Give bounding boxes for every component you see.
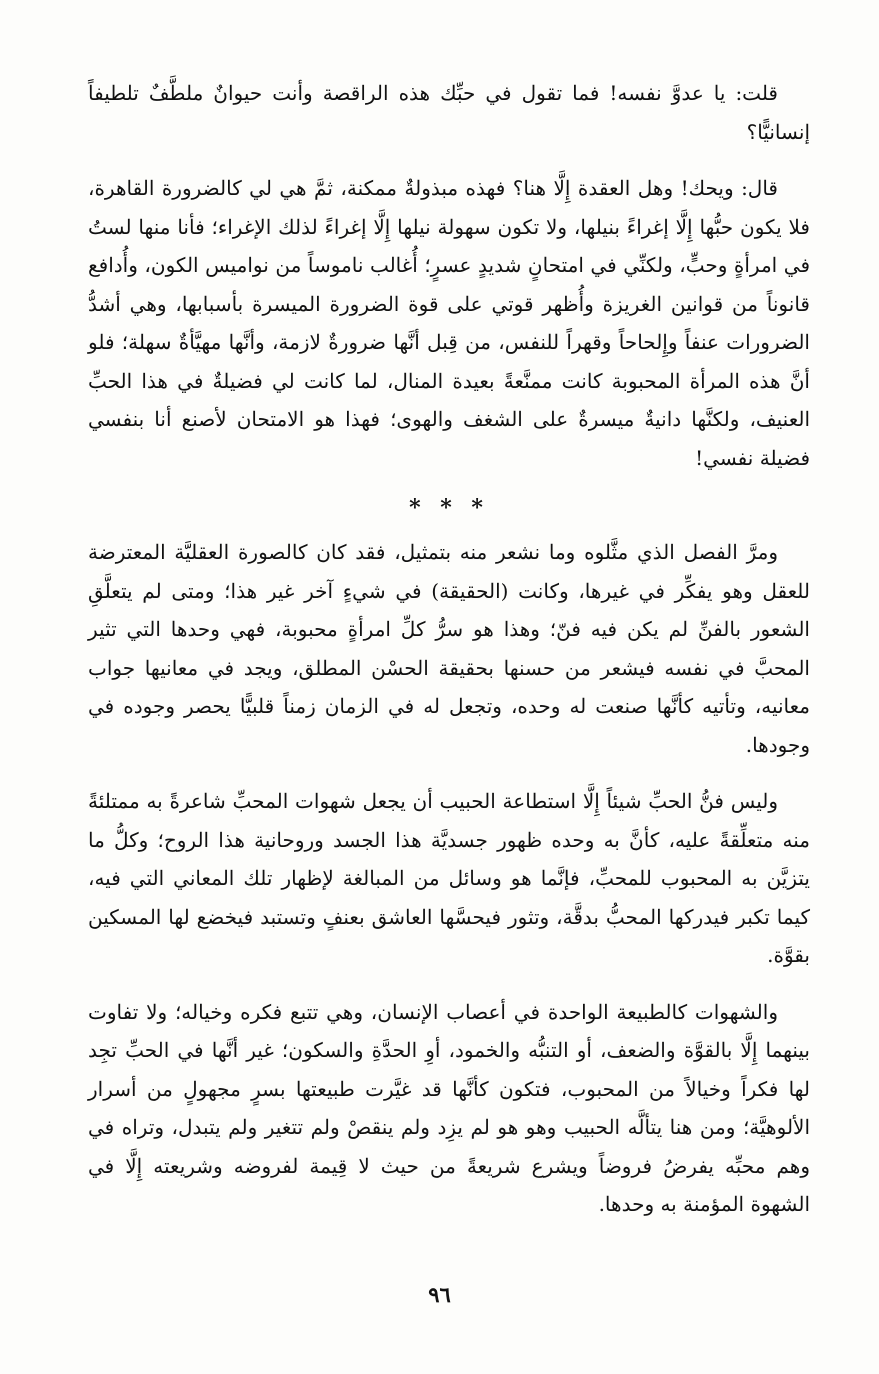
paragraph-5: والشهوات كالطبيعة الواحدة في أعصاب الإنسان، وهي تتبع فكره وخياله؛ ولا تفاوت بينهما إِلَّا بالقوَّة والضعف، أو التنبُّه والخمود، أوِ الحدَّةِ والسكون؛ غير أنَّها في الحبِّ تجِد لها فكراً وخيالاً من المحبوب، فتكون كأنَّها قد غيَّرت طبيعتها بسرٍ مجهولٍ من أسرار الألوهيَّة؛ ومن هنا يتألَّه الحبيب وهو هو لم يزِد ولم ينقصْ ولم تتغير ولم يتبدل، وتراه في وهم محبِّه يفرضُ فروضاً ويشرع شريعةً من حيث لا قِيمة لفروضه وشريعته إِلَّا في الشهوة المؤمنة به وحدها.	[88, 999, 810, 1216]
paragraph-4: وليس فنُّ الحبِّ شيئاً إِلَّا استطاعة الحبيب أن يجعل شهوات المحبِّ شاعرةً به ممتلئةً منه متعلِّقةً عليه، كأنَّ به وحده ظهور جسديَّة هذا الجسد وروحانية هذا الروح؛ وكلُّ ما يتزيَّن به المحبوب للمحبِّ، فإنَّما هو وسائل من المبالغة لإظهار تلك المعاني التي فيه، كيما تكبر فيدركها المحبُّ بدقَّة، وتثور فيحسَّها العاشق بعنفٍ وتستبد فيخضع لها المسكين بقوَّة.	[88, 789, 810, 967]
page-number: ٩٦	[428, 1282, 451, 1307]
paragraph-1: قلت: يا عدوَّ نفسه! فما تقول في حبِّك هذه الراقصة وأنت حيوانٌ ملطَّفٌ تلطيفاً إنسانيًّا؟	[88, 81, 810, 144]
paragraph-3: ومرَّ الفصل الذي مثَّلوه وما نشعر منه بتمثيل، فقد كان كالصورة العقليَّة المعترضة للعقل وهو يفكِّر في غيرها، وكانت (الحقيقة) في شيءٍ آخر غير هذا؛ ومتى لم يتعلَّقِ الشعور بالفنِّ لم يكن فيه فنّ؛ وهذا هو سرُّ كلِّ امرأةٍ محبوبة، فهي وحدها التي تثير المحبَّ في نفسه فيشعر من حسنها بحقيقة الحسْن المطلق، ويجد في معانيها جواب معانيه، وتأتيه كأنَّها صنعت له وحده، وتجعل له في الزمان زمناً قلبيًّا يحصر وجوده في وجودها.	[88, 540, 810, 757]
section-separator: * * *	[409, 495, 489, 521]
paragraph-2: قال: ويحك! وهل العقدة إِلَّا هنا؟ فهذه مبذولةٌ ممكنة، ثمَّ هي لي كالضرورة القاهرة، فلا يكون حبُّها إِلَّا إغراءً بنيلها، ولا تكون سهولة نيلها إِلَّا إغراءً لذلك الإغراء؛ فأنا منها لستُ في امرأةٍ وحبٍّ، ولكنِّي في امتحانٍ شديدٍ عسرٍ؛ أُغالب ناموساً من نواميس الكون، وأُدافع قانوناً من قوانين الغريزة وأُظهر قوتي على قوة الضرورة الميسرة بأسبابها، وهي أشدُّ الضرورات عنفاً وإِلحاحاً وقهراً للنفس، من قِبل أنَّها ضرورةٌ لازمة، وأنَّها مهيَّأةٌ سهلة؛ فلو أنَّ هذه المرأة المحبوبة كانت ممنَّعةً بعيدة المنال، لما كانت لي فضيلةٌ في هذا الحبِّ العنيف، ولكنَّها دانيةٌ ميسرةٌ على الشغف والهوى؛ فهذا هو الامتحان لأصنع أنا بنفسي فضيلة نفسي!	[88, 176, 810, 470]
page-body	[88, 74, 810, 1242]
